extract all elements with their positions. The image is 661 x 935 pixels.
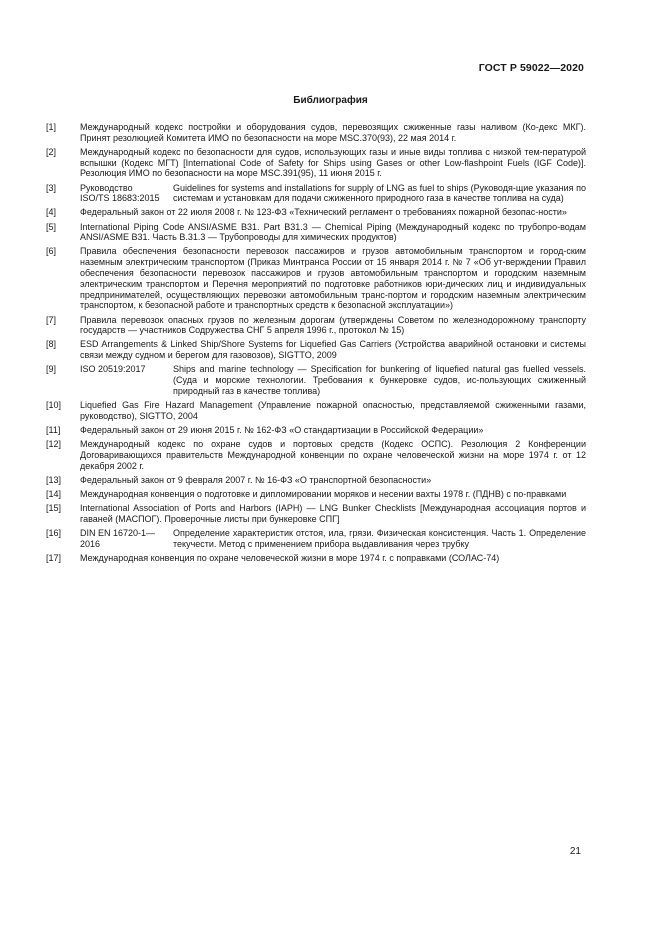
reference-text: Федеральный закон от 22 июля 2008 г. № 123-ФЗ «Технический регламент о требованиях пожарной безопас-ности» [80,207,567,218]
reference-item [46,222,586,244]
reference-text: Международная конвенция по охране человеческой жизни в море 1974 г. с поправками (СОЛАС-74) [80,552,500,563]
reference-document-id: DIN EN 16720-1—2016 [80,527,156,549]
reference-item [46,400,586,422]
reference-number: [7] [46,314,57,325]
reference-text: International Piping Code ANSI/ASME B31. Part B31.3 — Chemical Piping (Международный кодекс по трубопро-водам ANSI/ASME B31. Часть В.31.3 — Трубопроводы для химических продуктов) [80,221,586,243]
reference-text: Определение характеристик отстоя, ила, грязи. Физическая консистенция. Часть 1. Определение текучести. Метод с применением прибора выдавливания через трубку [173,527,586,549]
page-number: 21 [569,846,581,857]
reference-number: [9] [46,364,57,375]
reference-item [46,489,586,500]
section-title: Библиография [293,95,368,106]
reference-item [46,475,586,486]
reference-text: Ships and marine technology — Specification for bunkering of liquefied natural gas fuelled vessels. (Суда и морские технологии. Требования к бункеровке судов, ис-пользующих сжиженный природный газ в качестве топлива) [173,364,586,396]
reference-item [46,553,586,564]
reference-number: [6] [46,246,57,257]
reference-text: Международный кодекс постройки и оборудования судов, перевозящих сжиженные газы наливом (Ко-декс МКГ). Принят резолюцией Комитета ИМО по безопасности на море MSC.370(93), 22 мая 2014 г. [80,122,586,143]
reference-item [46,207,586,218]
reference-item [46,425,586,436]
reference-item [46,147,586,179]
reference-item [46,315,586,337]
reference-text: Международный кодекс по безопасности для судов, использующих газы и иные виды топлива с низкой тем-пературой вспышки (Кодекс МГТ) [International Code of Safety for Ships using Gases or other Low-flashpoint Fuels (IGF Code)]. Резолюция ИМО по безопасности на море MSC.391(95), 11 июня 2015 г. [80,146,586,179]
reference-text: Правила обеспечения безопасности перевозок пассажиров и грузов автомобильным транспортом и город-ским наземным электрическим транспортом (Приказ Минтранса России от 15 января 2014 г. № 7 «Об ут-верждении Правил обеспечения безопасности перевозок пассажиров и грузов автомобильным транспортом и городским наземным электрическим транспортом и Перечня мероприятий по подготовке работников юри-дических лиц и индивидуальных предпринимателей, осуществляющих перевозки автомобильным транс-портом и городским наземным электрическим транспортом, к безопасной работе и транспортных средств к безопасной эксплуатации») [80,246,586,311]
reference-item [46,503,586,525]
reference-text: Правила перевозок опасных грузов по железным дорогам (утверждены Советом по железнодорожному транспорту государств — участников Содружества СНГ 5 апреля 1996 г., протокол № 15) [80,314,586,336]
reference-number: [3] [46,182,57,193]
reference-number: [4] [46,207,57,218]
reference-document-id [80,183,173,205]
reference-item [46,122,586,144]
reference-item [46,439,586,471]
reference-number: [11] [46,424,61,435]
reference-number: [17] [46,552,62,563]
bibliography-list [46,122,586,567]
reference-number: [15] [46,502,62,513]
reference-text: Liquefied Gas Fire Hazard Management (Управление пожарной опасностью, представляемой сжиженными газами, руководство), SIGTTO, 2004 [80,400,586,421]
reference-text: International Association of Ports and Harbors (IAPH) — LNG Bunker Checklists [Международная ассоциация портов и гаваней (МАСПОГ). Проверочные листы при бункеровке СПГ] [80,502,586,524]
reference-item [46,364,586,396]
reference-text: Федеральный закон от 9 февраля 2007 г. № 16-ФЗ «О транспортной безопасности» [80,474,432,485]
reference-text: Международный кодекс по охране судов и портовых средств (Кодекс ОСПС). Резолюция 2 Конференции Договаривающихся правительств Международной конвенции по охране человеческой жизни на море 1974 г. от 12 декабря 2002 г. [80,438,586,471]
reference-item [46,183,586,205]
reference-number: [10] [46,400,62,410]
standard-code: ГОСТ Р 59022—2020 [478,62,584,74]
reference-number: [14] [46,488,62,499]
reference-document-id: ISO 20519:2017 [80,364,146,375]
reference-item [46,528,586,550]
reference-number: [8] [46,339,57,350]
reference-number: [16] [46,527,62,538]
reference-text: Федеральный закон от 29 июня 2015 г. № 162-ФЗ «О стандартизации в Российской Федерации» [80,424,484,435]
document-code: ISO/TS 18683:2015 [80,193,160,204]
document-type: Руководство [80,182,133,193]
reference-number: [13] [46,474,62,485]
reference-text: Международная конвенция о подготовке и дипломировании моряков и несении вахты 1978 г. (ПДНВ) с по-правками [80,488,567,499]
reference-number: [2] [46,146,57,157]
reference-number: [1] [46,122,57,132]
reference-number: [5] [46,221,57,232]
reference-text: Guidelines for systems and installations for supply of LNG as fuel to ships (Руководя-щие указания по системам и установкам для подачи сжиженного природного газа в качестве топлива на суда) [173,182,586,204]
reference-number: [12] [46,438,62,449]
reference-item [46,246,586,311]
reference-item [46,339,586,361]
reference-text: ESD Arrangements & Linked Ship/Shore Systems for Liquefied Gas Carriers (Устройства аварийной остановки и системы связи между судном и берегом для газовозов), SIGTTO, 2009 [80,339,586,361]
